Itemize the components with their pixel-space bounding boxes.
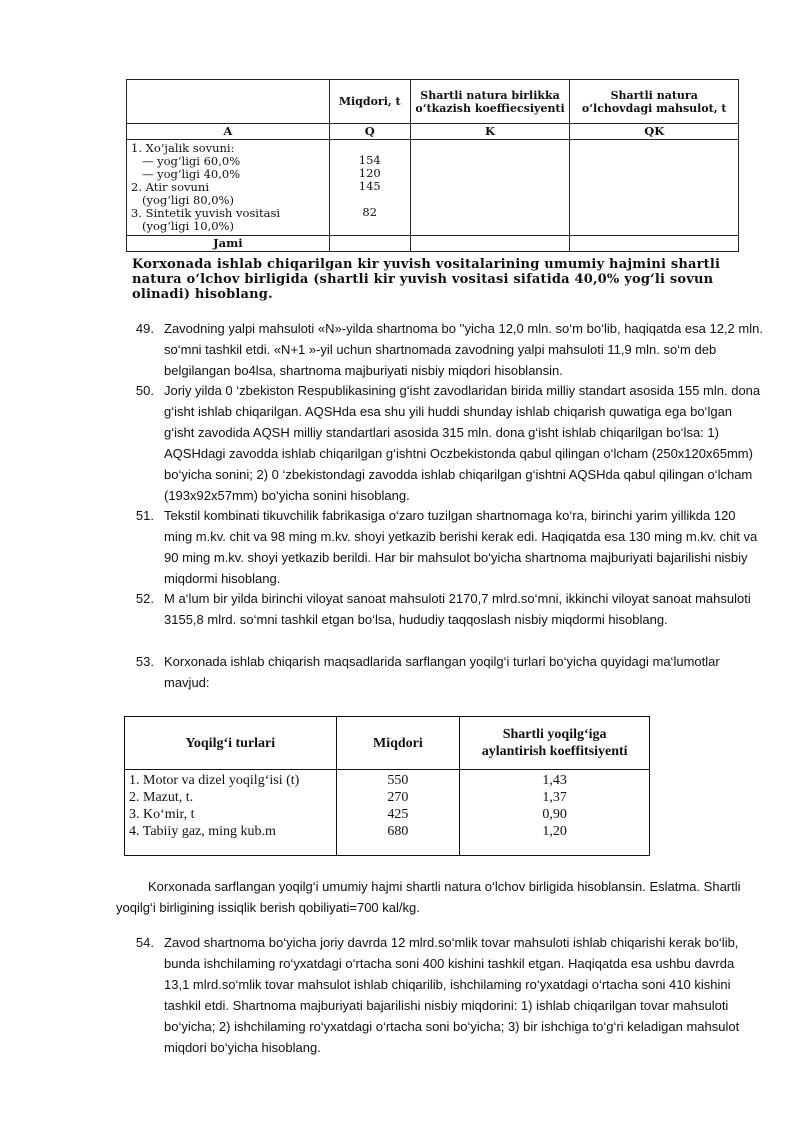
quantity-value: 82 [362,205,378,219]
problem-number: 52. [135,591,154,606]
problem-number: 51. [135,508,154,523]
table-header-cell: Miqdori, t [329,80,410,124]
fuel-names-cell [125,770,337,856]
problem-number: 53. [135,654,154,669]
note-paragraph: Korxonada sarflangan yoqilg‘i umumiy hajmi shartli natura o‘lchov birligida hisoblansin. Eslatma. Shartli yoqilg‘i birligining issiqlik berish qobiliyati=700 kal/kg. [116,879,741,915]
fuel-coefficients-cell [460,770,650,856]
column-letter: K [410,124,570,140]
table-header-cell [127,80,330,124]
fuel-coefficient: 1,37 [542,790,567,805]
coefficient-cell [410,140,570,236]
soap-products-table [126,79,739,252]
total-cell [570,236,739,252]
problem-text: Korxonada ishlab chiqarish maqsadlarida sarflangan yoqilg‘i turlari bo‘yicha quyidagi ma‘lumotlar mavjud: [164,654,720,690]
problem-text: M a‘lum bir yilda birinchi viloyat sanoat mahsuloti 2170,7 mlrd.so‘mni, ikkinchi viloyat sanoat mahsuloti 3155,8 mlrd. so‘mni tashkil etgan bo‘lsa, hududiy taqqoslash nisbiy miqdormi hisoblang. [164,591,751,627]
fuel-types-table [124,716,650,856]
fuel-amounts-cell [336,770,460,856]
problem-number: 54. [135,935,154,950]
fuel-coefficient: 0,90 [542,807,567,822]
fuel-name: 2. Mazut, t. [129,790,194,805]
fuel-amount: 425 [387,807,409,822]
column-letter: Q [329,124,410,140]
table-caption: Korxonada ishlab chiqarilgan kir yuvish vositalarining umumiy hajmini shartli natura o‘lchov birligida (shartli kir yuvish vositasi sifatida 40,0% yog‘li sovun olinadi) hisoblang. [132,257,721,302]
problem-text: Joriy yilda 0 ‘zbekiston Respublikasining g‘isht zavodlaridan birida milliy standart asosida 155 mln. dona g‘isht ishlab chiqarilgan. AQSHda esa shu yili huddi shunday ishlab chiqarish quwatiga ega bo‘lgan g‘isht zavodida AQSH milliy standartlari asosida 315 mln. dona g‘isht ishlab chiqarilgan bo‘lsa: 1) AQSHdagi zavodda ishlab chiqarilgan g‘ishtni Oczbekistonda qabul qilingan o‘lcham (250x120x65mm) bo‘yicha sonini; 2) 0 ‘zbekistondagi zavodda ishlab chiqarilgan g‘ishtni AQSHda qabul qilingan o‘lcham (193x92x57mm) bo‘yicha sonini hisoblang. [164,383,761,503]
quantity-value: 145 [358,179,381,193]
problem-number: 50. [135,383,154,398]
table-header-cell: Yoqilg‘i turlari [125,717,337,770]
problem-text: Tekstil kombinati tikuvchilik fabrikasiga o‘zaro tuzilgan shartnomaga ko‘ra, birinchi yarim yillikda 120 ming m.kv. chit va 98 ming m.kv. shoyi yetkazib berishi kerak edi. Haqiqatda esa 130 ming m.kv. chit va 90 ming m.kv. shoyi yetkazib berildi. Har bir mahsulot bo‘yicha shartnoma majburiyati bajarilishi nisbiy miqdormi hisoblang. [164,508,758,586]
table-header-cell: Miqdori [336,717,460,770]
total-label: Jami [127,236,330,252]
fuel-amount: 680 [387,824,409,839]
fuel-amount: 270 [387,790,409,805]
fuel-coefficient: 1,43 [542,773,567,788]
problem-text: Zavodning yalpi mahsuloti «N»-yilda shartnoma bo ''yicha 12,0 mln. so‘m bo‘lib, haqiqatda esa 12,2 mln. so‘mni tashkil etdi. «N+1 »-yil uchun shartnomada zavodning yalpi mahsuloti 11,9 mln. so‘m deb belgilangan bo4lsa, shartnoma majburiyati nisbiy miqdori hisoblansin. [164,321,763,378]
column-letter: QK [570,124,739,140]
quantity-value: 154 [358,153,381,167]
column-letter: A [127,124,330,140]
total-cell [329,236,410,252]
table-header-cell: Shartli natura birlikka o‘tkazish koeffiecsiyenti [410,80,570,124]
quantity-cell [329,140,410,236]
table-header-cell: Shartli natura o‘lchovdagi mahsulot, t [570,80,739,124]
fuel-name: 4. Tabiiy gaz, ming kub.m [129,824,276,839]
product-list-cell: 1. Xo‘jalik sovuni: — yog‘ligi 60,0% — yog‘ligi 40,0% 2. Atir sovuni (yog‘ligi 80,0%) 3. Sintetik yuvish vositasi (yog‘ligi 10,0%) [127,140,330,236]
table-header-cell: Shartli yoqilg‘iga aylantirish koeffitsiyenti [460,717,650,770]
fuel-coefficient: 1,20 [542,824,567,839]
total-cell [410,236,570,252]
problem-number: 49. [135,321,154,336]
fuel-name: 1. Motor va dizel yoqilg‘isi (t) [129,773,300,788]
fuel-amount: 550 [387,773,409,788]
quantity-value: 120 [358,166,381,180]
problem-text: Zavod shartnoma bo‘yicha joriy davrda 12 mlrd.so‘mlik tovar mahsuloti ishlab chiqarishi kerak bo‘lib, bunda ishchilaming ro‘yxatdagi o‘rtacha soni 400 kishini tashkil etgan. Haqiqatda esa ushbu davrda 13,1 mlrd.so‘mlik tovar mahsulot ishlab chiqarilib, ishchilaming ro‘yxatdagi o‘rtacha soni 410 kishini tashkil etdi. Shartnoma majburiyati bajarilishi nisbiy miqdorini: 1) ishlab chiqarilgan tovar mahsuloti bo‘yicha; 2) ishchilaming ro‘yxatdagi o‘rtacha soni bo‘yicha; 3) bir ishchiga to‘g‘ri keladigan mahsulot miqdori bo‘yicha hisoblang. [164,935,740,1055]
fuel-name: 3. Ko‘mir, t [129,807,195,822]
result-cell [570,140,739,236]
